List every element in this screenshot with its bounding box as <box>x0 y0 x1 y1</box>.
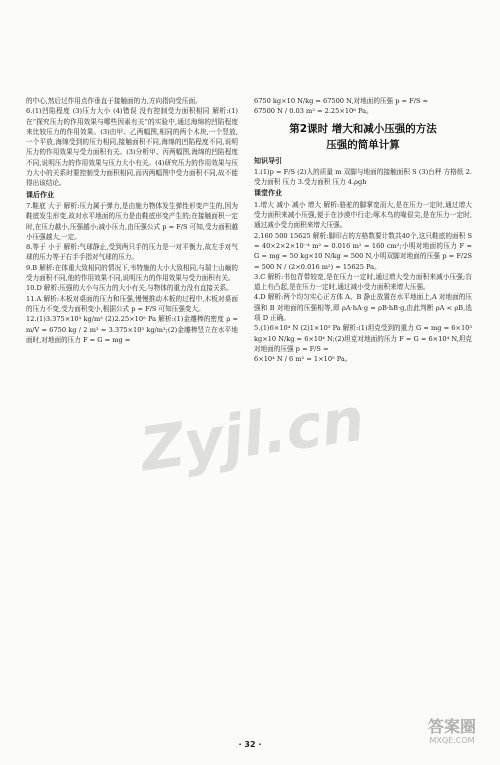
lesson-title <box>254 121 472 153</box>
class-answer-4: 4.D 解析:两个均匀实心正方体 A、B 静止放置在水平地面上,A 对地面的压强和 B 对地面的压强相等,即 ρA·hA·g = ρB·hB·g,由此判断 ρA < ρB,选项 D 正确。 <box>254 293 472 323</box>
section-heading-knowledge: 知识导引 <box>254 156 282 165</box>
page-number: · 32 · <box>238 740 262 749</box>
class-answer-3: 3.C 解析:书包背带较宽,是在压力一定时,通过增大受力面积来减小压强;盲道上有凸起,是在压力一定时,通过减小受力面积来增大压强。 <box>254 272 472 292</box>
class-answer-2: 2.160 500 15625 解析:脚印占的方格数要计数共40个,这只鞋底的面积 S = 40×2×2×10⁻⁴ m² = 0.016 m² = 160 cm²;小明对地面的压力 F = G = mg = 50 kg×10 N/kg = 500 N,小明双脚对地面的压强 p = F/2S = 500 N / (2×0.016 m²) = 15625 Pa。 <box>254 231 472 271</box>
left-answer-10: 10.D 解析:压强的大小与压力的大小有关,与物体的重力没有直接关系。 <box>26 284 233 293</box>
watermark-corner-bottom: MXQE.COM <box>429 736 475 745</box>
knowledge-answers: 1.(1)p = F/S (2)人的质量 m 双脚与地面的接触面积 S (3)台秤 方格纸 2.受力面积 压力 3.受力面积 压力 4.ρgh <box>254 167 472 187</box>
left-answer-6: 6.(1)凹陷程度 (3)压力大小 (4)错误 没有控制受力面积相同 解析:(1)在“探究压力的作用效果与哪些因素有关”的实验中,通过海绵的凹陷程度来比较压力的作用效果。(3)由甲、乙两幅图,相同的两个木块,一个竖放,一个平放,海绵受到的压力相同,接触面积不同,海绵的凹陷程度不同,说明压力的作用效果与受力面积有关。(3)分析甲、丙两幅图,海绵的凹陷程度不同,说明压力的作用效果与压力大小有关。(4)研究压力的作用效果与压力大小的关系时要控制受力面积相同,而丙两幅图中受力面积不同,故不能得出该结论。 <box>26 107 238 188</box>
left-answer-7: 7.鞋底 大于 解析:压力属于弹力,是由施力物体发生弹性形变产生的,因为鞋底发生形变,故对水平地面的压力是由鞋底形变产生的;在接触面积一定时,在压力越小,压强越小;减小压力,由压强公式 p = F/S 可知,受力面积越小压强越大,一定。 <box>26 201 238 241</box>
lesson-title-line-2: 压强的简单计算 <box>326 138 400 151</box>
watermark-corner <box>412 718 492 746</box>
left-column <box>26 96 238 345</box>
left-answer-8: 8.等于 小于 解析:气球静止,受到两只手的压力是一对平衡力,故左手对气球的压力等于右手手指对气球的压力。 <box>26 243 238 262</box>
right-line-0: 6750 kg×10 N/kg = 67500 N,对地面的压强 p = F/S = <box>254 97 429 105</box>
section-heading-homework: 课后作业 <box>26 190 54 199</box>
left-line: 的中心,然后过作用点作垂直于接触面的力,方向指向受压面。 <box>26 97 202 105</box>
class-answer-1: 1.增大 减小 减小 增大 解析:骆驼的脚掌宽而大,是在压力一定时,通过增大受力面积来减小压强,便于在沙漠中行走;啄木鸟的喙很尖,是在压力一定时,通过减小受力面积来增大压强。 <box>254 200 472 230</box>
left-answer-11: 11.A 解析:木板对桌面的压力和压强,慢慢推动木板的过程中,木板对桌面的压力不变,受力面积变小,根据公式 p = F/S 可知压强变大。 <box>26 294 238 313</box>
section-heading-classwork: 课堂作业 <box>254 189 282 198</box>
left-answer-12: 12.(1)3.375×10³ kg/m³ (2)2.25×10⁵ Pa 解析:(1)金雕棒的密度 ρ = m/V = 6750 kg / 2 m³ = 3.375×10³ kg/m³;(2)金雕棒竖立在水平地面时,对地面的压力 F = G = mg = <box>26 315 238 344</box>
watermark-center: Zyjl.cn <box>136 384 369 486</box>
class-answer-5: 5.(1)6×10⁴ N (2)1×10⁵ Pa 解析:(1)坦克受到的重力 G = mg = 6×10³ kg×10 N/kg = 6×10⁴ N;(2)坦克对地面的压力 F = G = 6×10⁴ N,坦克对地面的压强 p = F/S = <box>254 324 472 353</box>
right-line-0b: 67500 N / 0.03 m² = 2.25×10⁶ Pa。 <box>254 107 373 116</box>
lesson-title-line-1: 第2课时 增大和减小压强的方法 <box>289 122 437 135</box>
class-answer-5b: 6×10⁴ N / 6 m² = 1×10⁵ Pa。 <box>254 355 352 364</box>
left-answer-9: 9.B 解析:在体重大致相同的情况下,韦特施的大小大致相同,与瑞士山巅的受力面积不同,他的作用效果不同,说明压力的作用效果与受力面积有关。 <box>26 263 238 283</box>
right-column <box>254 96 472 365</box>
watermark-corner-top: 答案圈 <box>427 717 476 736</box>
